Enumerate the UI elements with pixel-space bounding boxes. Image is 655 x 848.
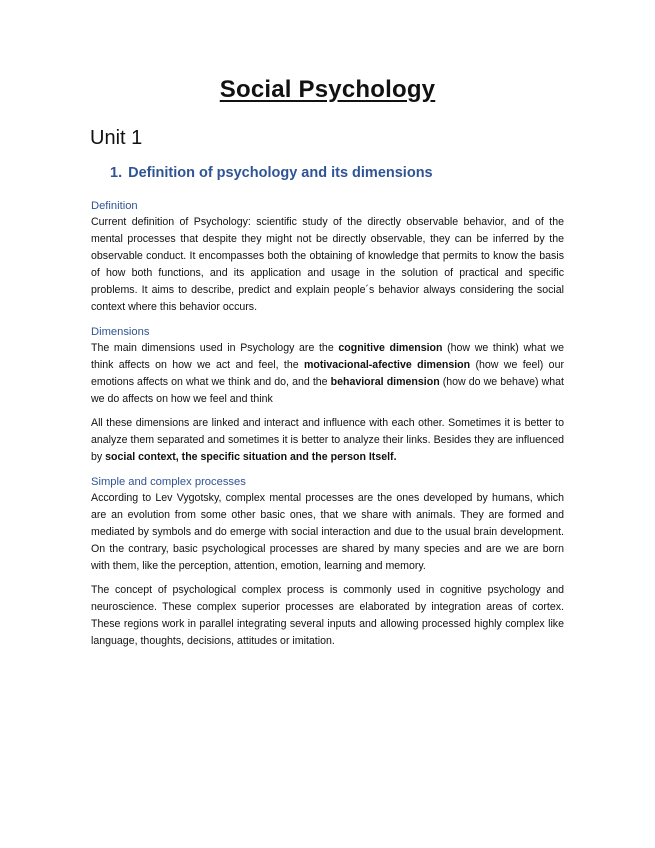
dimensions-heading: Dimensions [91, 326, 150, 338]
simple-complex-paragraph-2: The concept of psychological complex process is commonly used in cognitive psychology and neuroscience. These complex superior processes are elaborated by integration areas of cortex. These regions work in parallel integrating several inputs and allowing processed highly complex like language, thoughts, decisions, attitudes or imitation. [91, 584, 564, 647]
motivational-dimension-term: motivacional-afective dimension [304, 359, 471, 371]
section-heading [110, 165, 433, 181]
influences-term: social context, the specific situation and the person Itself. [105, 451, 397, 463]
section-title: Definition of psychology and its dimensions [128, 165, 433, 181]
simple-complex-heading: Simple and complex processes [91, 476, 246, 488]
document-body [91, 198, 564, 650]
cognitive-dimension-term: cognitive dimension [338, 342, 443, 354]
document-title: Social Psychology [219, 76, 436, 103]
definition-paragraph: Current definition of Psychology: scientific study of the directly observable behavior, and of the mental processes that despite they might not be directly observable, they can be inferred by the observable conduct. It encompasses both the obtaining of knowledge that permits to know the basis of how both functions, and its application and usage in the solution of practical and specific problems. It aims to describe, predict and explain people´s behavior always considering the social context where this behavior occurs. [91, 216, 564, 313]
unit-heading: Unit 1 [90, 127, 143, 149]
dimensions-paragraph-2: All these dimensions are linked and interact and influence with each other. Sometimes it is better to analyze them separated and sometimes it is better to analyze their links. Besides they are influenced by social context, the specific situation and the person Itself. [91, 417, 564, 463]
dimensions-paragraph-1: The main dimensions used in Psychology are the cognitive dimension (how we think) what we think affects on how we act and feel, the motivacional-afective dimension (how we feel) our emotions affects on what we think and do, and the behavioral dimension (how do we behave) what we do affects on how we feel and think [91, 342, 565, 405]
definition-heading: Definition [91, 200, 138, 212]
behavioral-dimension-term: behavioral dimension [330, 376, 440, 388]
section-number: 1. [110, 165, 123, 181]
simple-complex-paragraph-1: According to Lev Vygotsky, complex mental processes are the ones developed by humans, which are an evolution from some other basic ones, that we share with animals. They are formed and mediated by symbols and do emerge with social interaction and due to the usual brain development. On the contrary, basic psychological processes are shared by many species and are we are born with them, like the perception, attention, emotion, learning and memory. [91, 492, 564, 572]
